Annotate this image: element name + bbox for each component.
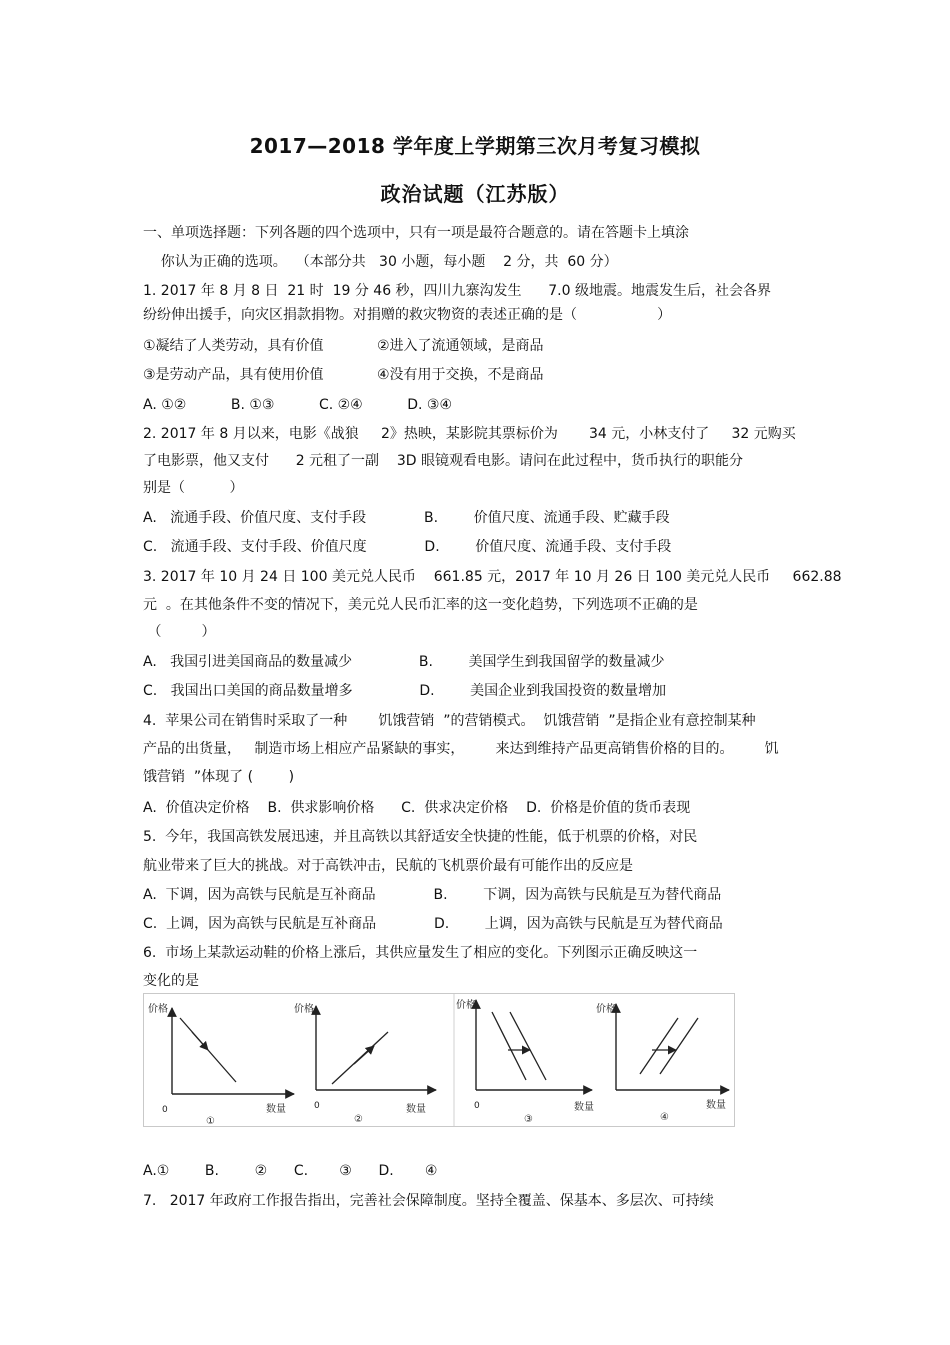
q4-options: A. 价值决定价格 B. 供求影响价格 C. 供求决定价格 D. 价格是价值的货币表现 bbox=[143, 800, 691, 816]
q4-stem-line2: 产品的出货量， 制造市场上相应产品紧缺的事实， 来达到维持产品更高销售价格的目的。 饥 bbox=[143, 741, 779, 757]
q4-stem-line3: 饿营销 ”体现了 ( ) bbox=[143, 769, 295, 785]
q1-statements-1-2: ①凝结了人类劳动，具有价值 ②进入了流通领域，是商品 bbox=[143, 338, 544, 354]
panel-4-price-label: 价格 bbox=[596, 1004, 616, 1015]
q4-stem-line1: 4. 苹果公司在销售时采取了一种 饥饿营销 ”的营销模式。 饥饿营销 ”是指企业有意控制某种 bbox=[143, 713, 756, 729]
q5-stem-line1: 5. 今年，我国高铁发展迅速，并且高铁以其舒适安全快捷的性能，低于机票的价格，对民 bbox=[143, 829, 698, 845]
panel-2-graph bbox=[294, 1002, 436, 1125]
panel-1-number: ① bbox=[206, 1116, 215, 1126]
exam-subtitle: 政治试题（江苏版） bbox=[380, 182, 570, 206]
exam-title: 2017—2018 学年度上学期第三次月考复习模拟 bbox=[249, 134, 701, 158]
panel-2-qty-label: 数量 bbox=[406, 1104, 426, 1115]
q3-stem-line1: 3. 2017 年 10 月 24 日 100 美元兑人民币 661.85 元，2017 年 10 月 26 日 100 美元兑人民币 662.88 bbox=[143, 569, 842, 585]
q6-stem-line2: 变化的是 bbox=[143, 973, 199, 989]
panel-4-number: ④ bbox=[660, 1112, 669, 1123]
panel-4-graph bbox=[596, 1002, 729, 1123]
q1-stem-line2: 纷纷伸出援手，向灾区捐款捐物。对捐赠的救灾物资的表述正确的是（ ） bbox=[143, 307, 672, 323]
panel-3-graph bbox=[456, 998, 594, 1125]
section-heading: 一、单项选择题：下列各题的四个选项中，只有一项是最符合题意的。请在答题卡上填涂 bbox=[143, 225, 689, 241]
q7-stem-line1: 7. 2017 年政府工作报告指出，完善社会保障制度。坚持全覆盖、保基本、多层次、可持续 bbox=[143, 1193, 714, 1209]
q6-supply-demand-figure bbox=[143, 993, 735, 1127]
q3-options-cd: C. 我国出口美国的商品数量增多 D. 美国企业到我国投资的数量增加 bbox=[143, 683, 667, 699]
panel-3-origin: 0 bbox=[474, 1101, 480, 1111]
panel-1-graph bbox=[148, 1002, 294, 1126]
q5-stem-line2: 航业带来了巨大的挑战。对于高铁冲击，民航的飞机票价最有可能作出的反应是 bbox=[143, 858, 633, 874]
q6-options: A.① B. ② C. ③ D. ④ bbox=[143, 1163, 438, 1179]
panel-4-qty-label: 数量 bbox=[706, 1100, 726, 1111]
panel-2-price-label: 价格 bbox=[294, 1004, 314, 1015]
panel-2-origin: 0 bbox=[314, 1101, 320, 1111]
q1-options: A. ①② B. ①③ C. ②④ D. ③④ bbox=[143, 397, 453, 413]
section-instructions: 你认为正确的选项。 （本部分共 30 小题，每小题 2 分，共 60 分） bbox=[143, 254, 618, 270]
panel-3-price-label: 价格 bbox=[456, 1000, 476, 1011]
panel-1-origin: 0 bbox=[162, 1105, 168, 1115]
q2-stem-line1: 2. 2017 年 8 月以来，电影《战狼 2》热映，某影院其票标价为 34 元，小林支付了 32 元购买 bbox=[143, 426, 796, 442]
q3-stem-line3: （ ） bbox=[143, 624, 216, 640]
q1-stem-line1: 1. 2017 年 8 月 8 日 21 时 19 分 46 秒，四川九寨沟发生 7.0 级地震。地震发生后，社会各界 bbox=[143, 283, 771, 299]
q3-stem-line2: 元 。在其他条件不变的情况下，美元兑人民币汇率的这一变化趋势，下列选项不正确的是 bbox=[143, 597, 698, 613]
panel-3-qty-label: 数量 bbox=[574, 1102, 594, 1113]
q2-options-ab: A. 流通手段、价值尺度、支付手段 B. 价值尺度、流通手段、贮藏手段 bbox=[143, 510, 670, 526]
q5-options-ab: A. 下调，因为高铁与民航是互补商品 B. 下调，因为高铁与民航是互为替代商品 bbox=[143, 887, 722, 903]
q2-stem-line3: 别是（ ） bbox=[143, 480, 244, 496]
q2-options-cd: C. 流通手段、支付手段、价值尺度 D. 价值尺度、流通手段、支付手段 bbox=[143, 539, 672, 555]
q5-options-cd: C. 上调，因为高铁与民航是互补商品 D. 上调，因为高铁与民航是互为替代商品 bbox=[143, 916, 723, 932]
panel-3-number: ③ bbox=[524, 1114, 533, 1125]
panel-2-number: ② bbox=[354, 1114, 363, 1125]
q2-stem-line2: 了电影票，他又支付 2 元租了一副 3D 眼镜观看电影。请问在此过程中，货币执行的职能分 bbox=[143, 453, 743, 469]
q1-statements-3-4: ③是劳动产品，具有使用价值 ④没有用于交换，不是商品 bbox=[143, 367, 544, 383]
panel-1-price-label: 价格 bbox=[148, 1004, 168, 1015]
panel-1-qty-label: 数量 bbox=[266, 1104, 286, 1115]
q6-stem-line1: 6. 市场上某款运动鞋的价格上涨后，其供应量发生了相应的变化。下列图示正确反映这一 bbox=[143, 945, 698, 961]
q3-options-ab: A. 我国引进美国商品的数量减少 B. 美国学生到我国留学的数量减少 bbox=[143, 654, 665, 670]
